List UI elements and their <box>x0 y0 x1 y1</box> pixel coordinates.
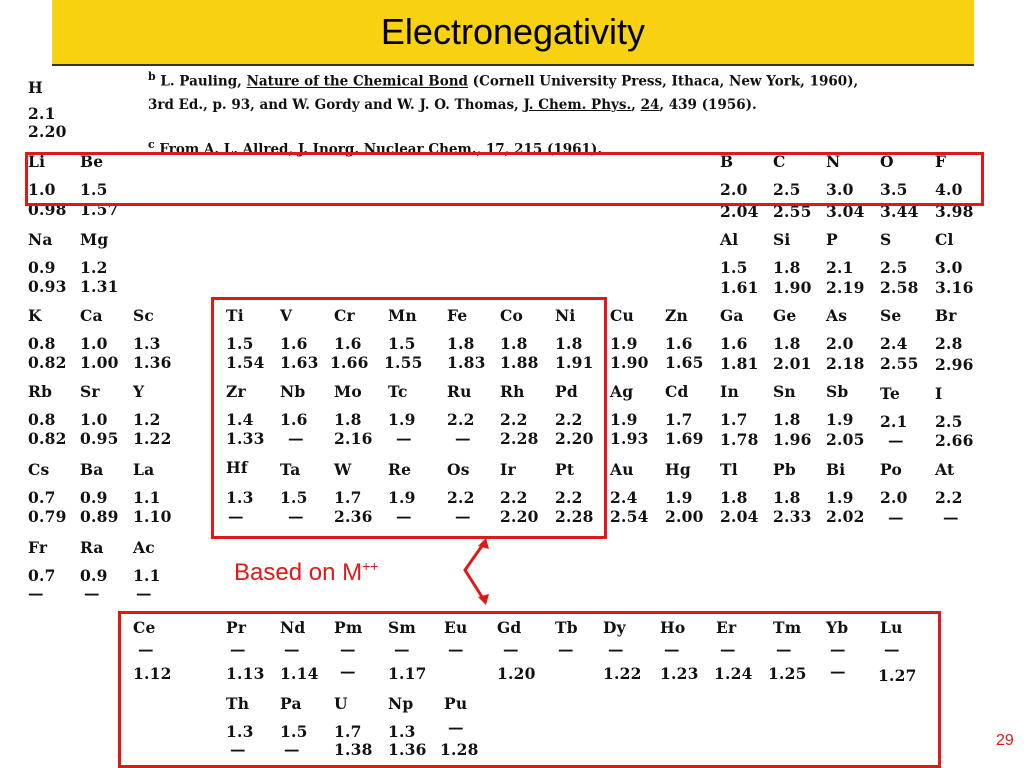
table-cell: — <box>230 740 246 759</box>
table-cell: 1.66 <box>330 353 369 372</box>
footnote-b-book: Nature of the Chemical Bond <box>246 73 468 90</box>
table-cell: Zn <box>665 306 688 325</box>
table-cell: 1.69 <box>665 429 704 448</box>
table-cell: Sb <box>826 382 849 401</box>
table-cell: Fe <box>447 306 468 325</box>
table-cell: 1.1 <box>133 488 161 507</box>
table-cell: — <box>84 584 100 603</box>
table-cell: — <box>884 640 900 659</box>
table-cell: 2.2 <box>935 488 963 507</box>
table-cell: 0.9 <box>28 258 56 277</box>
table-cell: N <box>826 152 841 171</box>
table-cell: — <box>284 640 300 659</box>
table-cell: — <box>776 640 792 659</box>
table-cell: 1.9 <box>610 410 638 429</box>
table-cell: 2.36 <box>334 507 373 526</box>
table-cell: 3.44 <box>880 202 919 221</box>
table-cell: 1.90 <box>610 353 649 372</box>
table-cell: — <box>28 584 44 603</box>
table-cell: 2.2 <box>500 410 528 429</box>
table-cell: Mo <box>334 382 362 401</box>
table-cell: 2.4 <box>610 488 638 507</box>
table-cell: 1.9 <box>826 410 854 429</box>
table-cell: 1.3 <box>388 722 416 741</box>
table-cell: Y <box>133 382 145 401</box>
table-cell: H <box>28 78 43 97</box>
table-cell: 1.14 <box>280 664 319 683</box>
table-cell: — <box>558 640 574 659</box>
footnote-b2-journal: J. Chem. Phys. <box>523 97 632 113</box>
table-cell: 1.9 <box>388 488 416 507</box>
table-cell: Lu <box>880 618 903 637</box>
table-cell: 1.6 <box>665 334 693 353</box>
table-cell: 1.6 <box>720 334 748 353</box>
table-cell: Al <box>720 230 739 249</box>
table-cell: Ru <box>447 382 472 401</box>
table-cell: — <box>340 640 356 659</box>
table-cell: Dy <box>603 618 626 637</box>
table-cell: Be <box>80 152 104 171</box>
table-cell: 2.2 <box>447 488 475 507</box>
table-cell: 2.2 <box>500 488 528 507</box>
footnote-b2-text: 3rd Ed., p. 93, and W. Gordy and W. J. O. Thomas, <box>148 97 524 113</box>
table-cell: 2.55 <box>773 202 812 221</box>
table-cell: 2.58 <box>880 278 919 297</box>
slide-title: Electronegativity <box>380 11 646 52</box>
table-cell: O <box>880 152 894 171</box>
table-cell: 1.8 <box>773 488 801 507</box>
table-cell: — <box>288 429 304 448</box>
table-cell: 1.7 <box>334 488 362 507</box>
table-cell: 1.23 <box>660 664 699 683</box>
table-cell: Nb <box>280 382 306 401</box>
table-cell: 1.7 <box>665 410 693 429</box>
table-cell: — <box>448 640 464 659</box>
table-cell: 1.12 <box>133 664 172 683</box>
table-cell: In <box>720 382 739 401</box>
table-cell: 3.04 <box>826 202 865 221</box>
table-cell: 0.9 <box>80 566 108 585</box>
table-cell: Hg <box>665 460 691 479</box>
table-cell: 1.17 <box>388 664 427 683</box>
table-cell: Ga <box>720 306 744 325</box>
table-cell: 0.8 <box>28 410 56 429</box>
table-cell: W <box>334 460 352 479</box>
table-cell: 1.0 <box>28 180 56 199</box>
table-cell: 1.91 <box>555 353 594 372</box>
table-cell: Cr <box>334 306 355 325</box>
table-cell: 0.95 <box>80 429 119 448</box>
table-cell: 4.0 <box>935 180 963 199</box>
table-cell: Cu <box>610 306 635 325</box>
table-cell: 1.88 <box>500 353 539 372</box>
table-cell: 1.8 <box>773 258 801 277</box>
table-cell: 1.8 <box>555 334 583 353</box>
table-cell: — <box>138 640 154 659</box>
table-cell: Os <box>447 460 470 479</box>
table-cell: 2.28 <box>555 507 594 526</box>
table-cell: 1.93 <box>610 429 649 448</box>
table-cell: 1.8 <box>447 334 475 353</box>
table-cell: — <box>396 429 412 448</box>
table-cell: 0.89 <box>80 507 119 526</box>
table-cell: Se <box>880 306 902 325</box>
table-cell: 2.05 <box>826 430 865 449</box>
table-cell: 1.8 <box>773 334 801 353</box>
annotation-superscript: ++ <box>362 558 379 574</box>
table-cell: 1.9 <box>388 410 416 429</box>
table-cell: 2.0 <box>880 488 908 507</box>
table-cell: Pu <box>444 694 468 713</box>
table-cell: 3.16 <box>935 278 974 297</box>
table-cell: I <box>935 384 943 403</box>
table-cell: — <box>830 662 846 681</box>
table-cell: 2.04 <box>720 202 759 221</box>
table-cell: Pr <box>226 618 247 637</box>
table-cell: 1.6 <box>334 334 362 353</box>
table-cell: 2.1 <box>880 412 908 431</box>
table-cell: 1.22 <box>603 664 642 683</box>
table-cell: Yb <box>826 618 849 637</box>
table-cell: La <box>133 460 155 479</box>
table-cell: Pa <box>280 694 302 713</box>
table-cell: Cd <box>665 382 689 401</box>
brace-line <box>465 543 484 600</box>
table-cell: 1.6 <box>280 410 308 429</box>
table-cell: 2.96 <box>935 355 974 374</box>
table-cell: 2.2 <box>555 410 583 429</box>
table-cell: — <box>448 718 464 737</box>
table-cell: 2.01 <box>773 354 812 373</box>
table-cell: Gd <box>497 618 522 637</box>
table-cell: Re <box>388 460 412 479</box>
table-cell: 1.2 <box>80 258 108 277</box>
table-cell: 0.9 <box>80 488 108 507</box>
table-cell: 0.79 <box>28 507 67 526</box>
page-number: 29 <box>996 732 1014 749</box>
table-cell: 2.66 <box>935 431 974 450</box>
table-cell: C <box>773 152 786 171</box>
table-cell: Ge <box>773 306 797 325</box>
table-cell: 1.57 <box>80 200 119 219</box>
table-cell: — <box>230 640 246 659</box>
table-cell: Na <box>28 230 53 249</box>
table-cell: 2.4 <box>880 334 908 353</box>
table-cell: 2.55 <box>880 354 919 373</box>
table-cell: 3.0 <box>826 180 854 199</box>
table-cell: 2.2 <box>447 410 475 429</box>
footnote-b-text: L. Pauling, <box>160 73 247 90</box>
table-cell: Mg <box>80 230 109 249</box>
table-cell: 1.28 <box>440 740 479 759</box>
table-cell: 1.00 <box>80 353 119 372</box>
table-cell: Sr <box>80 382 100 401</box>
table-cell: Tb <box>555 618 578 637</box>
table-cell: 0.82 <box>28 429 67 448</box>
table-cell: Nd <box>280 618 306 637</box>
table-cell: 3.98 <box>935 202 974 221</box>
footnote-b2-sep: , <box>631 97 641 113</box>
table-cell: 1.9 <box>665 488 693 507</box>
table-cell: 1.8 <box>334 410 362 429</box>
footnote-b-marker: b <box>148 70 156 83</box>
table-cell: 1.5 <box>280 722 308 741</box>
table-cell: U <box>334 694 348 713</box>
table-cell: 1.31 <box>80 277 119 296</box>
footnote-b2-text-end: , 439 (1956). <box>659 97 757 113</box>
table-cell: — <box>888 431 904 450</box>
table-cell: 1.6 <box>280 334 308 353</box>
table-cell: — <box>340 662 356 681</box>
table-cell: 1.38 <box>334 740 373 759</box>
table-cell: 2.28 <box>500 429 539 448</box>
table-cell: 2.18 <box>826 354 865 373</box>
table-cell: 1.65 <box>665 353 704 372</box>
table-cell: 1.36 <box>388 740 427 759</box>
table-cell: Bi <box>826 460 846 479</box>
table-cell: — <box>228 507 244 526</box>
table-cell: — <box>284 740 300 759</box>
table-cell: 1.24 <box>714 664 753 683</box>
table-cell: Te <box>880 384 901 403</box>
table-cell: 2.5 <box>935 412 963 431</box>
table-cell: 1.9 <box>826 488 854 507</box>
table-cell: B <box>720 152 734 171</box>
table-cell: — <box>288 507 304 526</box>
table-cell: 2.5 <box>773 180 801 199</box>
table-cell: — <box>830 640 846 659</box>
table-cell: 1.8 <box>720 488 748 507</box>
table-cell: S <box>880 230 892 249</box>
table-cell: 2.1 <box>826 258 854 277</box>
table-cell: 1.0 <box>80 334 108 353</box>
table-cell: 2.54 <box>610 507 649 526</box>
table-cell: Po <box>880 460 902 479</box>
table-cell: 2.0 <box>720 180 748 199</box>
table-cell: 0.8 <box>28 334 56 353</box>
table-cell: 1.63 <box>280 353 319 372</box>
table-cell: Rh <box>500 382 525 401</box>
table-cell: 1.1 <box>133 566 161 585</box>
table-cell: Tc <box>388 382 408 401</box>
table-cell: 2.16 <box>334 429 373 448</box>
table-cell: 2.19 <box>826 278 865 297</box>
table-cell: — <box>396 507 412 526</box>
table-cell: Li <box>28 152 46 171</box>
table-cell: — <box>455 507 471 526</box>
table-cell: 1.8 <box>500 334 528 353</box>
table-cell: Pb <box>773 460 796 479</box>
table-cell: 2.20 <box>500 507 539 526</box>
table-cell: 1.78 <box>720 430 759 449</box>
table-cell: — <box>608 640 624 659</box>
table-cell: Zr <box>226 382 246 401</box>
table-cell: 2.20 <box>555 429 594 448</box>
table-cell: 1.33 <box>226 429 265 448</box>
table-cell: Au <box>610 460 634 479</box>
table-cell: 1.3 <box>133 334 161 353</box>
footnote-c-text: From A. L. Allred, J. Inorg. Nuclear Chem., 17, 215 (1961). <box>159 141 603 158</box>
table-cell: 1.90 <box>773 278 812 297</box>
table-cell: 1.7 <box>720 410 748 429</box>
table-cell: Pm <box>334 618 363 637</box>
table-cell: 1.5 <box>388 334 416 353</box>
table-cell: As <box>826 306 848 325</box>
table-cell: 1.7 <box>334 722 362 741</box>
table-cell: — <box>136 584 152 603</box>
table-cell: Hf <box>226 458 248 477</box>
table-cell: 1.55 <box>384 353 423 372</box>
table-cell: Ir <box>500 460 516 479</box>
table-cell: 1.83 <box>447 353 486 372</box>
table-cell: 1.27 <box>878 666 917 685</box>
table-cell: 1.25 <box>768 664 807 683</box>
table-cell: — <box>720 640 736 659</box>
table-cell: 1.2 <box>133 410 161 429</box>
table-cell: 2.33 <box>773 507 812 526</box>
footnote-b-text-end: (Cornell University Press, Ithaca, New York, 1960), <box>467 73 859 90</box>
table-cell: K <box>28 306 42 325</box>
table-cell: 0.93 <box>28 277 67 296</box>
table-cell: 1.5 <box>280 488 308 507</box>
table-cell: At <box>935 460 955 479</box>
table-cell: Rb <box>28 382 53 401</box>
table-cell: Np <box>388 694 414 713</box>
table-cell: Ba <box>80 460 104 479</box>
table-cell: 1.0 <box>80 410 108 429</box>
table-cell: 2.02 <box>826 507 865 526</box>
table-cell: V <box>280 306 293 325</box>
table-cell: Sm <box>388 618 416 637</box>
table-cell: 1.5 <box>80 180 108 199</box>
table-cell: 1.3 <box>226 488 254 507</box>
table-cell: Ni <box>555 306 576 325</box>
footnote-b2-volume: 24 <box>640 97 660 113</box>
table-cell: 1.54 <box>226 353 265 372</box>
table-cell: 0.7 <box>28 566 56 585</box>
table-cell: Ti <box>226 306 244 325</box>
table-cell: 1.20 <box>497 664 536 683</box>
table-cell: Ta <box>280 460 301 479</box>
table-cell: 1.61 <box>720 278 759 297</box>
table-cell: Co <box>500 306 524 325</box>
table-cell: 1.5 <box>226 334 254 353</box>
table-cell: Ce <box>133 618 156 637</box>
annotation-text: Based on M <box>234 559 363 586</box>
table-cell: Tm <box>773 618 802 637</box>
table-cell: Sn <box>773 382 796 401</box>
table-cell: 1.4 <box>226 410 254 429</box>
table-cell: — <box>943 508 959 527</box>
footnote-c-marker: c <box>148 138 155 151</box>
table-cell: Tl <box>720 460 738 479</box>
table-cell: F <box>935 152 947 171</box>
table-cell: 1.5 <box>720 258 748 277</box>
table-cell: 2.04 <box>720 507 759 526</box>
table-cell: Er <box>716 618 737 637</box>
table-cell: Fr <box>28 538 48 557</box>
table-cell: 0.82 <box>28 353 67 372</box>
table-cell: — <box>888 508 904 527</box>
table-cell: 1.22 <box>133 429 172 448</box>
table-cell: Cl <box>935 230 954 249</box>
table-cell: Mn <box>388 306 417 325</box>
table-cell: — <box>394 640 410 659</box>
table-cell: 1.8 <box>773 410 801 429</box>
table-cell: 3.0 <box>935 258 963 277</box>
table-cell: Cs <box>28 460 50 479</box>
table-cell: — <box>664 640 680 659</box>
table-cell: — <box>503 640 519 659</box>
table-cell: 2.20 <box>28 122 67 141</box>
table-cell: 0.98 <box>28 200 67 219</box>
table-cell: Pt <box>555 460 575 479</box>
table-cell: 2.1 <box>28 104 56 123</box>
table-cell: 1.9 <box>610 334 638 353</box>
table-cell: Ca <box>80 306 103 325</box>
table-cell: — <box>455 429 471 448</box>
table-cell: Ho <box>660 618 686 637</box>
table-cell: Br <box>935 306 957 325</box>
table-cell: 2.2 <box>555 488 583 507</box>
table-cell: Pd <box>555 382 578 401</box>
table-cell: Si <box>773 230 791 249</box>
table-cell: 2.5 <box>880 258 908 277</box>
table-cell: 1.36 <box>133 353 172 372</box>
table-cell: 0.7 <box>28 488 56 507</box>
table-cell: Th <box>226 694 250 713</box>
table-cell: Sc <box>133 306 155 325</box>
table-cell: 2.0 <box>826 334 854 353</box>
table-cell: 2.8 <box>935 334 963 353</box>
table-cell: P <box>826 230 838 249</box>
table-cell: 1.96 <box>773 430 812 449</box>
table-cell: 1.10 <box>133 507 172 526</box>
table-cell: Ra <box>80 538 104 557</box>
table-cell: 2.00 <box>665 507 704 526</box>
table-cell: 1.81 <box>720 354 759 373</box>
table-cell: 3.5 <box>880 180 908 199</box>
table-cell: Ag <box>610 382 634 401</box>
table-cell: Eu <box>444 618 468 637</box>
table-cell: 1.13 <box>226 664 265 683</box>
table-cell: Ac <box>133 538 155 557</box>
table-cell: 1.3 <box>226 722 254 741</box>
